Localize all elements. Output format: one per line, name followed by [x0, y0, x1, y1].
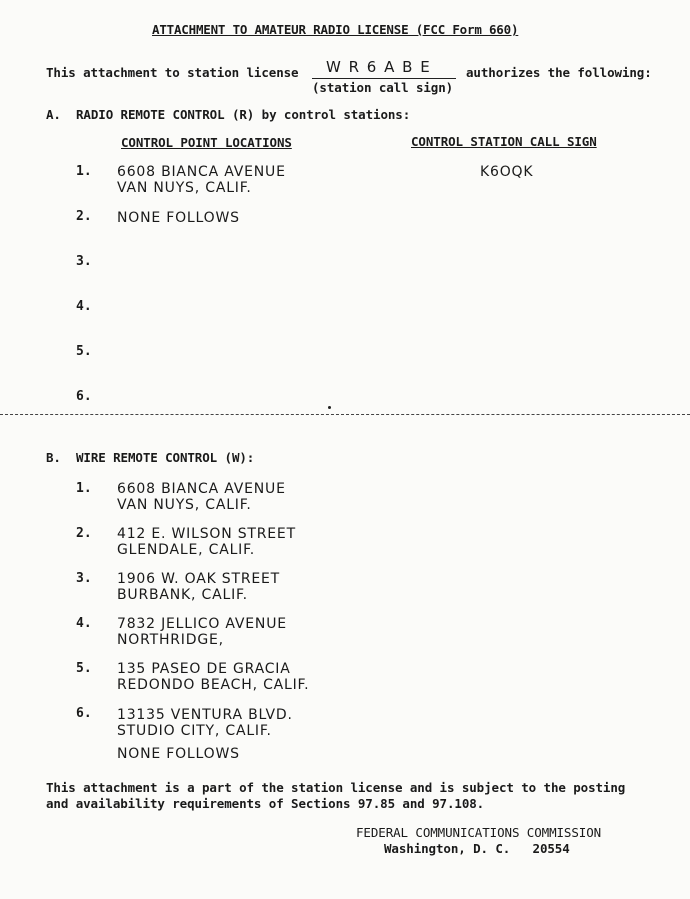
station-call-sign: W R 6 A B E: [326, 58, 432, 76]
ink-speck: [328, 406, 331, 409]
none-follows-note: NONE FOLLOWS: [117, 746, 240, 762]
section-a-heading: RADIO REMOTE CONTROL (R) by control stations:: [76, 107, 411, 122]
list-item-line2: VAN NUYS, CALIF.: [117, 497, 252, 513]
column-header-locations: CONTROL POINT LOCATIONS: [121, 135, 292, 150]
list-item-number: 4.: [76, 299, 92, 314]
list-item-line1: 6608 BIANCA AVENUE: [117, 164, 286, 180]
list-item-number: 1.: [76, 481, 92, 496]
list-item-line2: GLENDALE, CALIF.: [117, 542, 255, 558]
list-item-line2: NORTHRIDGE,: [117, 632, 224, 648]
list-item-line1: 6608 BIANCA AVENUE: [117, 481, 286, 497]
section-a-letter: A.: [46, 107, 61, 122]
list-item-number: 3.: [76, 254, 92, 269]
list-item-line2: STUDIO CITY, CALIF.: [117, 723, 272, 739]
footer-line-2: and availability requirements of Sections 97.85 and 97.108.: [46, 796, 485, 811]
list-item-number: 1.: [76, 164, 92, 179]
list-item-line2: VAN NUYS, CALIF.: [117, 180, 252, 196]
list-item-number: 5.: [76, 344, 92, 359]
list-item-number: 6.: [76, 706, 92, 721]
list-item-line1: NONE FOLLOWS: [117, 210, 240, 226]
call-sign-caption: (station call sign): [312, 80, 454, 95]
list-item-line1: 13135 VENTURA BLVD.: [117, 707, 293, 723]
section-b-letter: B.: [46, 450, 61, 465]
column-header-callsign: CONTROL STATION CALL SIGN: [411, 134, 597, 149]
list-item-line2: BURBANK, CALIF.: [117, 587, 248, 603]
intro-suffix: authorizes the following:: [466, 65, 652, 80]
commission-name: FEDERAL COMMUNICATIONS COMMISSION: [356, 825, 602, 840]
section-b-heading: WIRE REMOTE CONTROL (W):: [76, 450, 255, 465]
list-item-number: 4.: [76, 616, 92, 631]
list-item-line1: 1906 W. OAK STREET: [117, 571, 281, 587]
list-item-line1: 7832 JELLICO AVENUE: [117, 616, 287, 632]
list-item-line2: REDONDO BEACH, CALIF.: [117, 677, 310, 693]
call-sign-underline: [312, 78, 456, 79]
commission-address: Washington, D. C. 20554: [384, 841, 570, 856]
document-title: ATTACHMENT TO AMATEUR RADIO LICENSE (FCC Form 660): [152, 22, 519, 37]
list-item-number: 5.: [76, 661, 92, 676]
control-station-callsign: K6OQK: [480, 164, 534, 180]
footer-line-1: This attachment is a part of the station license and is subject to the posting: [46, 780, 626, 795]
list-item-line1: 135 PASEO DE GRACIA: [117, 661, 291, 677]
list-item-number: 3.: [76, 571, 92, 586]
section-divider: [0, 414, 690, 415]
list-item-number: 6.: [76, 389, 92, 404]
list-item-number: 2.: [76, 209, 92, 224]
list-item-number: 2.: [76, 526, 92, 541]
intro-prefix: This attachment to station license: [46, 65, 299, 80]
list-item-line1: 412 E. WILSON STREET: [117, 526, 296, 542]
